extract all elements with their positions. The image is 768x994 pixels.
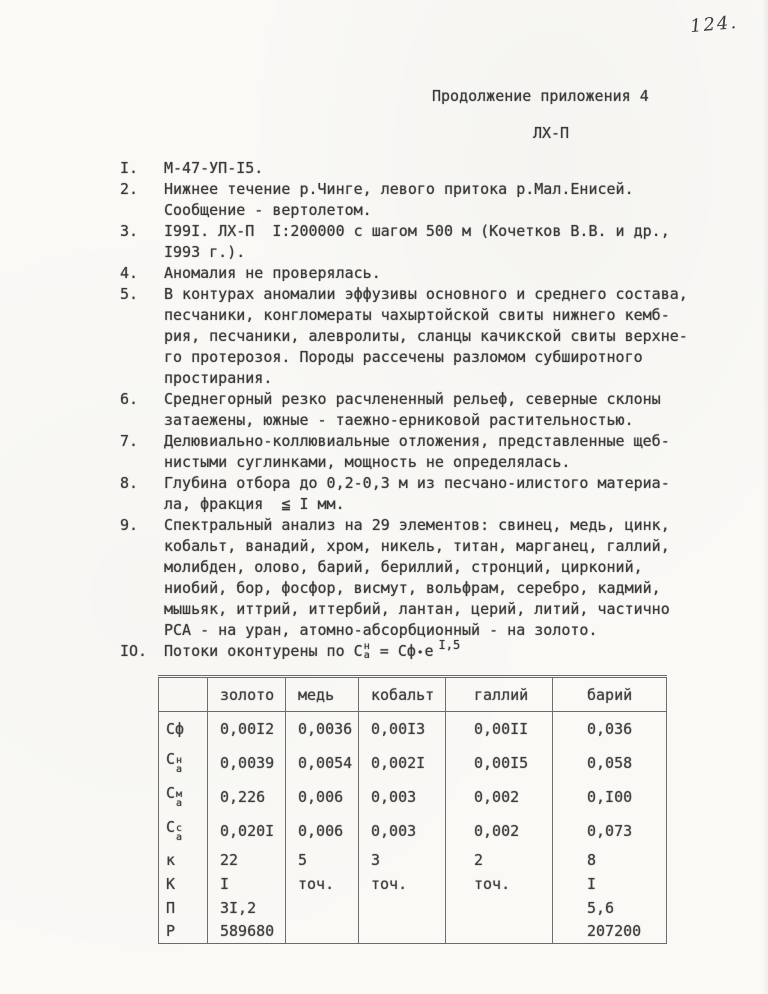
item-text-line: рия, песчаники, алевролиты, сланцы качикской свиты верхне- xyxy=(164,327,688,345)
row-label-base: С xyxy=(166,818,176,836)
sup-sub-stack xyxy=(176,756,182,774)
table-cell: 0,002 xyxy=(446,814,553,848)
list-item-6 xyxy=(120,389,726,431)
item-text-line: Сообщение - вертолетом. xyxy=(164,201,372,219)
table-cell: 2 xyxy=(446,848,553,872)
list-item-7 xyxy=(120,431,726,473)
table-row xyxy=(159,896,667,920)
table-row xyxy=(159,780,667,814)
table-cell: 0,00I5 xyxy=(446,746,553,780)
item-text xyxy=(164,284,726,389)
item-text-line: Спектральный анализ на 29 элементов: свинец, медь, цинк, xyxy=(164,516,670,534)
item-text-line: го протерозоя. Породы рассечены разломом субширотного xyxy=(164,348,643,366)
row-label-base: Сф xyxy=(166,719,185,738)
item-text-line: молибден, олово, барий, бериллий, стронций, цирконий, xyxy=(164,558,643,576)
table-cell: 8 xyxy=(553,848,667,872)
column-header: галлий xyxy=(446,677,553,712)
table-row xyxy=(159,872,667,896)
table-cell: 207200 xyxy=(553,920,667,944)
row-label-base: к xyxy=(166,850,176,869)
table-cell: точ. xyxy=(446,872,553,896)
table-cell: 0,226 xyxy=(208,780,286,814)
table-cell: 0,0036 xyxy=(286,712,359,746)
sup-sub-stack xyxy=(176,790,182,808)
list-item-10 xyxy=(120,638,726,662)
table-cell: 0,006 xyxy=(286,780,359,814)
item-text-line: В контурах аномалии эффузивы основного и среднего состава, xyxy=(164,285,688,303)
item-text-line: Среднегорный резко расчлененный рельеф, северные склоны xyxy=(164,390,661,408)
item-text-line: Аномалия не проверялась. xyxy=(164,264,381,282)
item-text-line: I99I. ЛХ-П I:200000 с шагом 500 м (Кочетков В.В. и др., xyxy=(164,222,670,240)
item-text-line: Делювиально-коллювиальные отложения, представленные щеб- xyxy=(164,432,670,450)
table-row xyxy=(159,920,667,944)
item-text-line: РСА - на уран, атомно-абсорбционный - на золото. xyxy=(164,621,598,639)
table-row xyxy=(159,814,667,848)
item-number: 9. xyxy=(120,516,139,534)
item-text-line: М-47-УП-I5. xyxy=(164,159,264,177)
column-header xyxy=(159,677,208,712)
row-label-base: К xyxy=(166,874,176,893)
table-cell: 0,003 xyxy=(359,780,446,814)
item-number: I. xyxy=(120,159,139,177)
table-cell: точ. xyxy=(286,872,359,896)
item-text-line: песчаники, конгломераты чахыртойской свиты нижнего кемб- xyxy=(164,306,670,324)
list-item-5 xyxy=(120,284,726,389)
item-text xyxy=(164,389,726,431)
item-text-line: Нижнее течение р.Чинге, левого притока р.Мал.Енисей. xyxy=(164,180,634,198)
table-cell: 589680 xyxy=(208,920,286,944)
row-label xyxy=(159,872,208,896)
row-label xyxy=(159,746,208,780)
document-header xyxy=(432,86,670,144)
item-text-line: кобальт, ванадий, хром, никель, титан, марганец, галлий, xyxy=(164,537,670,555)
table-header-row xyxy=(159,677,667,712)
formula-rhs-base: Сф xyxy=(397,642,416,660)
results-table-section xyxy=(158,675,768,944)
table-cell: I xyxy=(208,872,286,896)
table-cell: 0,00I3 xyxy=(359,712,446,746)
subscript: а xyxy=(176,832,183,843)
table-cell: 0,002 xyxy=(446,780,553,814)
item-text-line: ниобий, бор, фосфор, висмут, вольфрам, серебро, кадмий, xyxy=(164,579,661,597)
item-text-line: ла, фракция ≦ I мм. xyxy=(164,495,345,513)
table-cell xyxy=(359,920,446,944)
table-cell xyxy=(359,896,446,920)
table-cell: 0,002I xyxy=(359,746,446,780)
appendix-subtitle: ЛХ-П xyxy=(532,124,570,142)
table-cell: 0,073 xyxy=(553,814,667,848)
table-cell: 5 xyxy=(286,848,359,872)
superscript: н xyxy=(363,640,370,652)
table-cell: 0,003 xyxy=(359,814,446,848)
handwritten-page-number: 124. xyxy=(689,11,739,38)
table-cell: 0,006 xyxy=(286,814,359,848)
item-number: 4. xyxy=(120,264,139,282)
column-header: барий xyxy=(553,677,667,712)
row-label xyxy=(159,814,208,848)
row-label-base: Р xyxy=(166,922,176,941)
table-cell xyxy=(286,920,359,944)
table-cell: 0,00II xyxy=(446,712,553,746)
table-cell: I xyxy=(553,872,667,896)
row-label-base: П xyxy=(166,898,176,917)
item-text xyxy=(164,638,726,662)
row-label xyxy=(159,848,208,872)
row-label xyxy=(159,920,208,944)
item-text xyxy=(164,221,726,263)
item-number: 7. xyxy=(120,432,139,450)
list-item-8 xyxy=(120,473,726,515)
item-number: 5. xyxy=(120,285,139,303)
subscript: а xyxy=(176,764,183,775)
item-text-line: Глубина отбора до 0,2-0,3 м из песчано-илистого материа- xyxy=(164,474,670,492)
table-cell: 0,0054 xyxy=(286,746,359,780)
formula-exponent: I,5 xyxy=(438,638,461,652)
table-cell: 0,0039 xyxy=(208,746,286,780)
geochem-data-table xyxy=(158,675,667,944)
list-item-3 xyxy=(120,221,726,263)
column-header: золото xyxy=(208,677,286,712)
list-item-2 xyxy=(120,179,726,221)
item-text xyxy=(164,263,726,284)
table-cell: 5,6 xyxy=(553,896,667,920)
table-row xyxy=(159,712,667,746)
formula-multiply-dot: • xyxy=(416,646,424,659)
formula-prefix: Потоки оконтурены по xyxy=(164,642,354,660)
item-text-line: I993 г.). xyxy=(164,243,246,261)
list-item-4 xyxy=(120,263,726,284)
table-row xyxy=(159,848,667,872)
table-cell: 0,I00 xyxy=(553,780,667,814)
row-label xyxy=(159,896,208,920)
table-row xyxy=(159,746,667,780)
item-text xyxy=(164,515,726,641)
table-cell xyxy=(286,896,359,920)
item-number: 6. xyxy=(120,390,139,408)
table-head xyxy=(159,677,667,712)
item-text xyxy=(164,473,726,515)
formula-c-term xyxy=(354,641,371,662)
formula-equals: = xyxy=(370,642,398,660)
row-label-base: С xyxy=(166,784,176,802)
superscript: м xyxy=(176,789,183,800)
column-header: медь xyxy=(286,677,359,712)
item-text-line: простирания. xyxy=(164,369,273,387)
subscript: а xyxy=(176,798,183,809)
row-label-base: С xyxy=(166,750,176,768)
column-header: кобальт xyxy=(359,677,446,712)
sup-sub-stack xyxy=(364,642,370,660)
table-cell: 0,036 xyxy=(553,712,667,746)
item-text xyxy=(164,431,726,473)
item-number: 8. xyxy=(120,474,139,492)
item-text-line: затаежены, южные - таежно-ерниковой растительностью. xyxy=(164,411,634,429)
table-cell xyxy=(446,920,553,944)
sup-sub-stack xyxy=(176,824,182,842)
table-cell: 0,058 xyxy=(553,746,667,780)
flow-contour-formula xyxy=(164,638,726,662)
table-cell: 22 xyxy=(208,848,286,872)
numbered-list xyxy=(120,158,726,662)
item-number: 3. xyxy=(120,222,139,240)
formula-e: е xyxy=(424,642,434,660)
item-number: 2. xyxy=(120,180,139,198)
item-text xyxy=(164,158,726,179)
table-cell: 0,00I2 xyxy=(208,712,286,746)
table-cell xyxy=(446,896,553,920)
row-label xyxy=(159,780,208,814)
appendix-title: Продолжение приложения 4 xyxy=(432,87,649,105)
subscript: а xyxy=(363,649,370,661)
row-label xyxy=(159,712,208,746)
list-item-1 xyxy=(120,158,726,179)
table-cell: 3 xyxy=(359,848,446,872)
table-cell: точ. xyxy=(359,872,446,896)
formula-c-base: С xyxy=(353,642,363,660)
item-text xyxy=(164,179,726,221)
table-cell: 0,020I xyxy=(208,814,286,848)
superscript: н xyxy=(176,755,183,766)
item-number: IO. xyxy=(120,642,148,660)
superscript: с xyxy=(176,823,183,834)
item-text-line: нистыми суглинками, мощность не определялась. xyxy=(164,453,571,471)
item-text-line: мышьяк, иттрий, иттербий, лантан, церий, литий, частично xyxy=(164,600,670,618)
list-item-9 xyxy=(120,515,726,641)
table-body xyxy=(159,712,667,944)
table-cell: 3I,2 xyxy=(208,896,286,920)
